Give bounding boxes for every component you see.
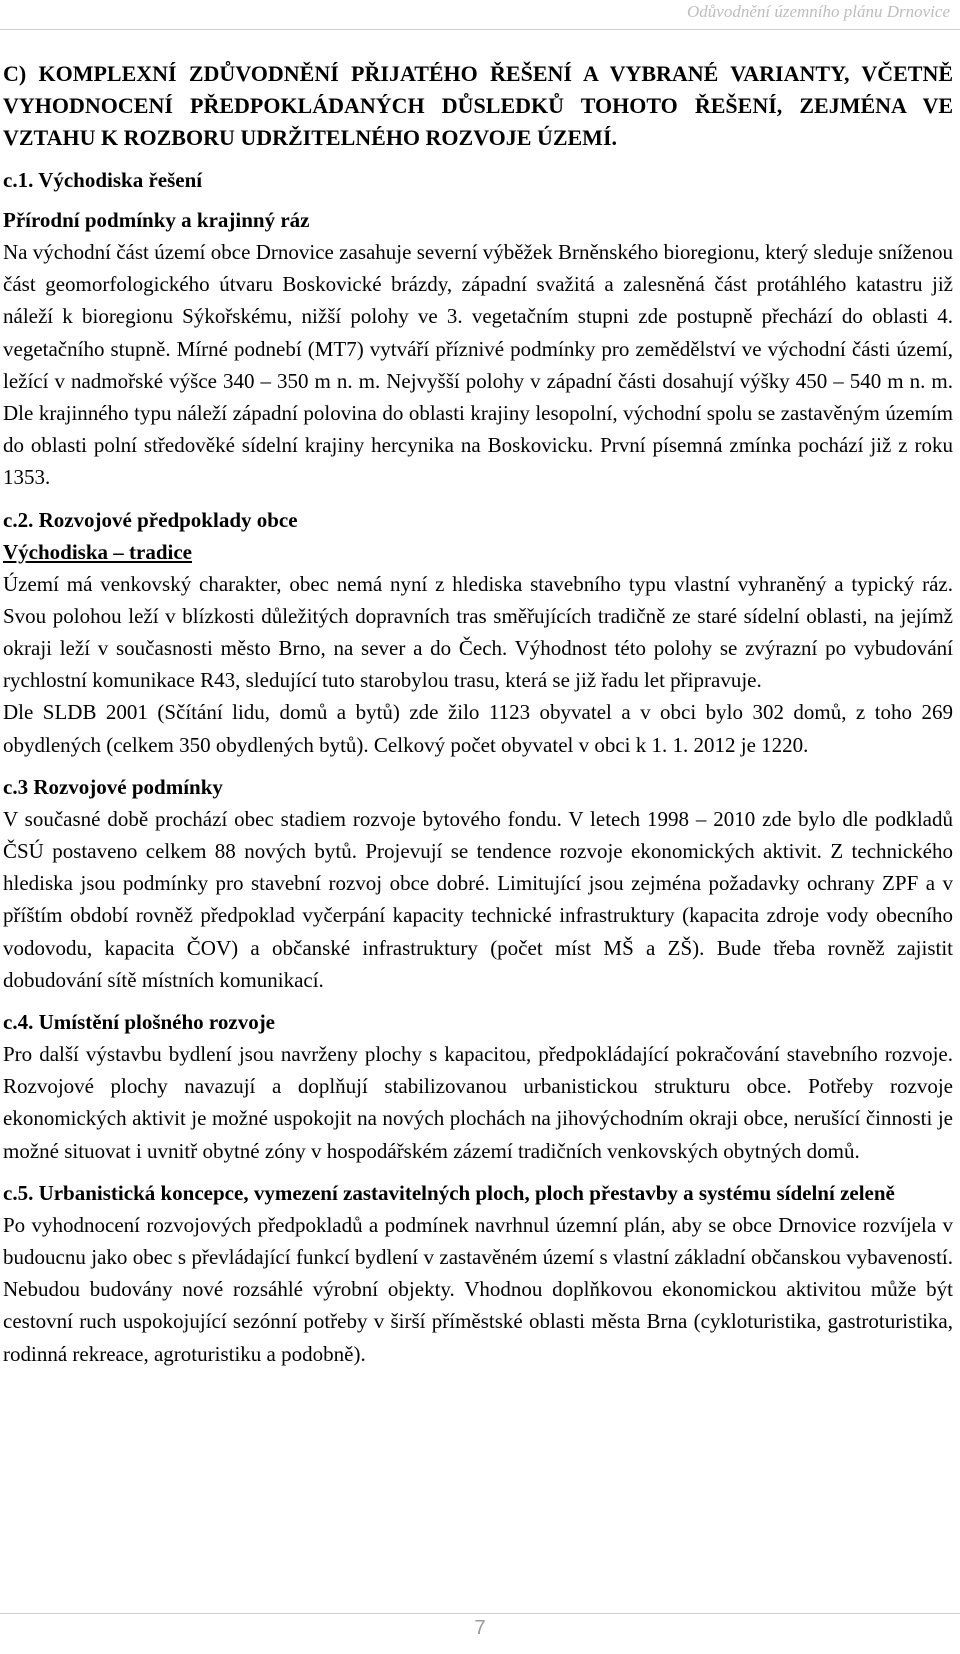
section-c3-heading: c.3 Rozvojové podmínky xyxy=(3,774,223,799)
section-c5-paragraph: Po vyhodnocení rozvojových předpokladů a podmínek navrhnul územní plán, aby se obce Drnovice rozvíjela v budoucnu jako obec s převládající funkcí bydlení v zastavěném území s vlastní základní občanskou vybaveností. Nebudou budovány nové rozsáhlé výrobní objekty. Vhodnou doplňkovou ekonomickou aktivitou může být cestovní ruch uspokojující sezónní potřeby v širší příměstské oblasti města Brna (cykloturistika, gastroturistika, rodinná rekreace, agroturistiku a podobně). xyxy=(3,1212,953,1366)
section-c4-heading: c.4. Umístění plošného rozvoje xyxy=(3,1010,276,1035)
section-c4-paragraph: Pro další výstavbu bydlení jsou navrženy plochy s kapacitou, předpokládající pokračování stavebního rozvoje. Rozvojové plochy navazují a doplňují stabilizovanou urbanistickou strukturu obce. Potřeby rozvoje ekonomických aktivit je možné uspokojit na nových plochách na jihovýchodním okraji obce, nerušící činnosti je možné situovat i uvnitř obytné zóny v hospodářském zázemí tradičních venkovských obytných domů. xyxy=(3,1042,953,1163)
section-c1-subheading: Přírodní podmínky a krajinný ráz xyxy=(3,208,310,232)
document-body xyxy=(3,58,953,1370)
page-number: 7 xyxy=(474,1617,486,1639)
section-c1-heading: c.1. Východiska řešení xyxy=(3,168,203,192)
footer-divider xyxy=(0,1613,960,1614)
section-c5-heading: c.5. Urbanistická koncepce, vymezení zastavitelných ploch, ploch přestavby a systému sídelní zeleně xyxy=(3,1180,895,1205)
chapter-heading: C) KOMPLEXNÍ ZDŮVODNĚNÍ PŘIJATÉHO ŘEŠENÍ A VYBRANÉ VARIANTY, VČETNĚ VYHODNOCENÍ PŘEDPOKLÁDANÝCH DŮSLEDKŮ TOHOTO ŘEŠENÍ, ZEJMÉNA VE VZTAHU K ROZBORU UDRŽITELNÉHO ROZVOJE ÚZEMÍ. xyxy=(3,61,953,150)
header-divider xyxy=(0,29,960,30)
section-c2-paragraph-2: Dle SLDB 2001 (Sčítání lidu, domů a bytů) zde žilo 1123 obyvatel a v obci bylo 302 domů, z toho 269 obydlených (celkem 350 obydlených bytů). Celkový počet obyvatel v obci k 1. 1. 2012 je 1220. xyxy=(3,700,953,757)
running-header-title: Odůvodnění územního plánu Drnovice xyxy=(687,2,950,21)
section-c2-subheading: Východiska – tradice xyxy=(3,539,192,564)
section-c2-heading: c.2. Rozvojové předpoklady obce xyxy=(3,507,298,532)
section-c1-paragraph: Na východní část území obce Drnovice zasahuje severní výběžek Brněnského bioregionu, který sleduje sníženou část geomorfologického útvaru Boskovické brázdy, západní svažitá a zalesněná část protáhlého katastru již náleží k bioregionu Sýkořskému, nižší polohy ve 3. vegetačním stupni zde postupně přechází do oblasti 4. vegetačního stupně. Mírné podnebí (MT7) vytváří příznivé podmínky pro zemědělství ve východní části území, ležící v nadmořské výšce 340 – 350 m n. m. Nejvyšší polohy v západní části dosahují výšky 450 – 540 m n. m. Dle krajinného typu náleží západní polovina do oblasti krajiny lesopolní, východní spolu se zastavěným územím do oblasti polní středověké sídelní krajiny hercynika na Boskovicku. První písemná zmínka pochází již z roku 1353. xyxy=(3,240,953,490)
section-c3-paragraph: V současné době prochází obec stadiem rozvoje bytového fondu. V letech 1998 – 2010 zde bylo dle podkladů ČSÚ postaveno celkem 88 nových bytů. Projevují se tendence rozvoje ekonomických aktivit. Z technického hlediska jsou podmínky pro stavební rozvoj obce dobré. Limitující jsou zejména požadavky ochrany ZPF a v příštím období rovněž předpoklad vyčerpání kapacity technické infrastruktury (kapacita zdroje vody obecního vodovodu, kapacita ČOV) a občanské infrastruktury (počet míst MŠ a ZŠ). Bude třeba rovněž zajistit dobudování sítě místních komunikací. xyxy=(3,806,953,992)
section-c2-paragraph-1: Území má venkovský charakter, obec nemá nyní z hlediska stavebního typu vlastní vyhraněný a typický ráz. Svou polohou leží v blízkosti důležitých dopravních tras směřujících tradičně ze staré sídelní oblasti, na jejímž okraji leží v současnosti město Brno, na sever a do Čech. Výhodnost této polohy se zvýrazní po vybudování rychlostní komunikace R43, sledující tuto starobylou trasu, která se již řadu let připravuje. xyxy=(3,571,953,693)
